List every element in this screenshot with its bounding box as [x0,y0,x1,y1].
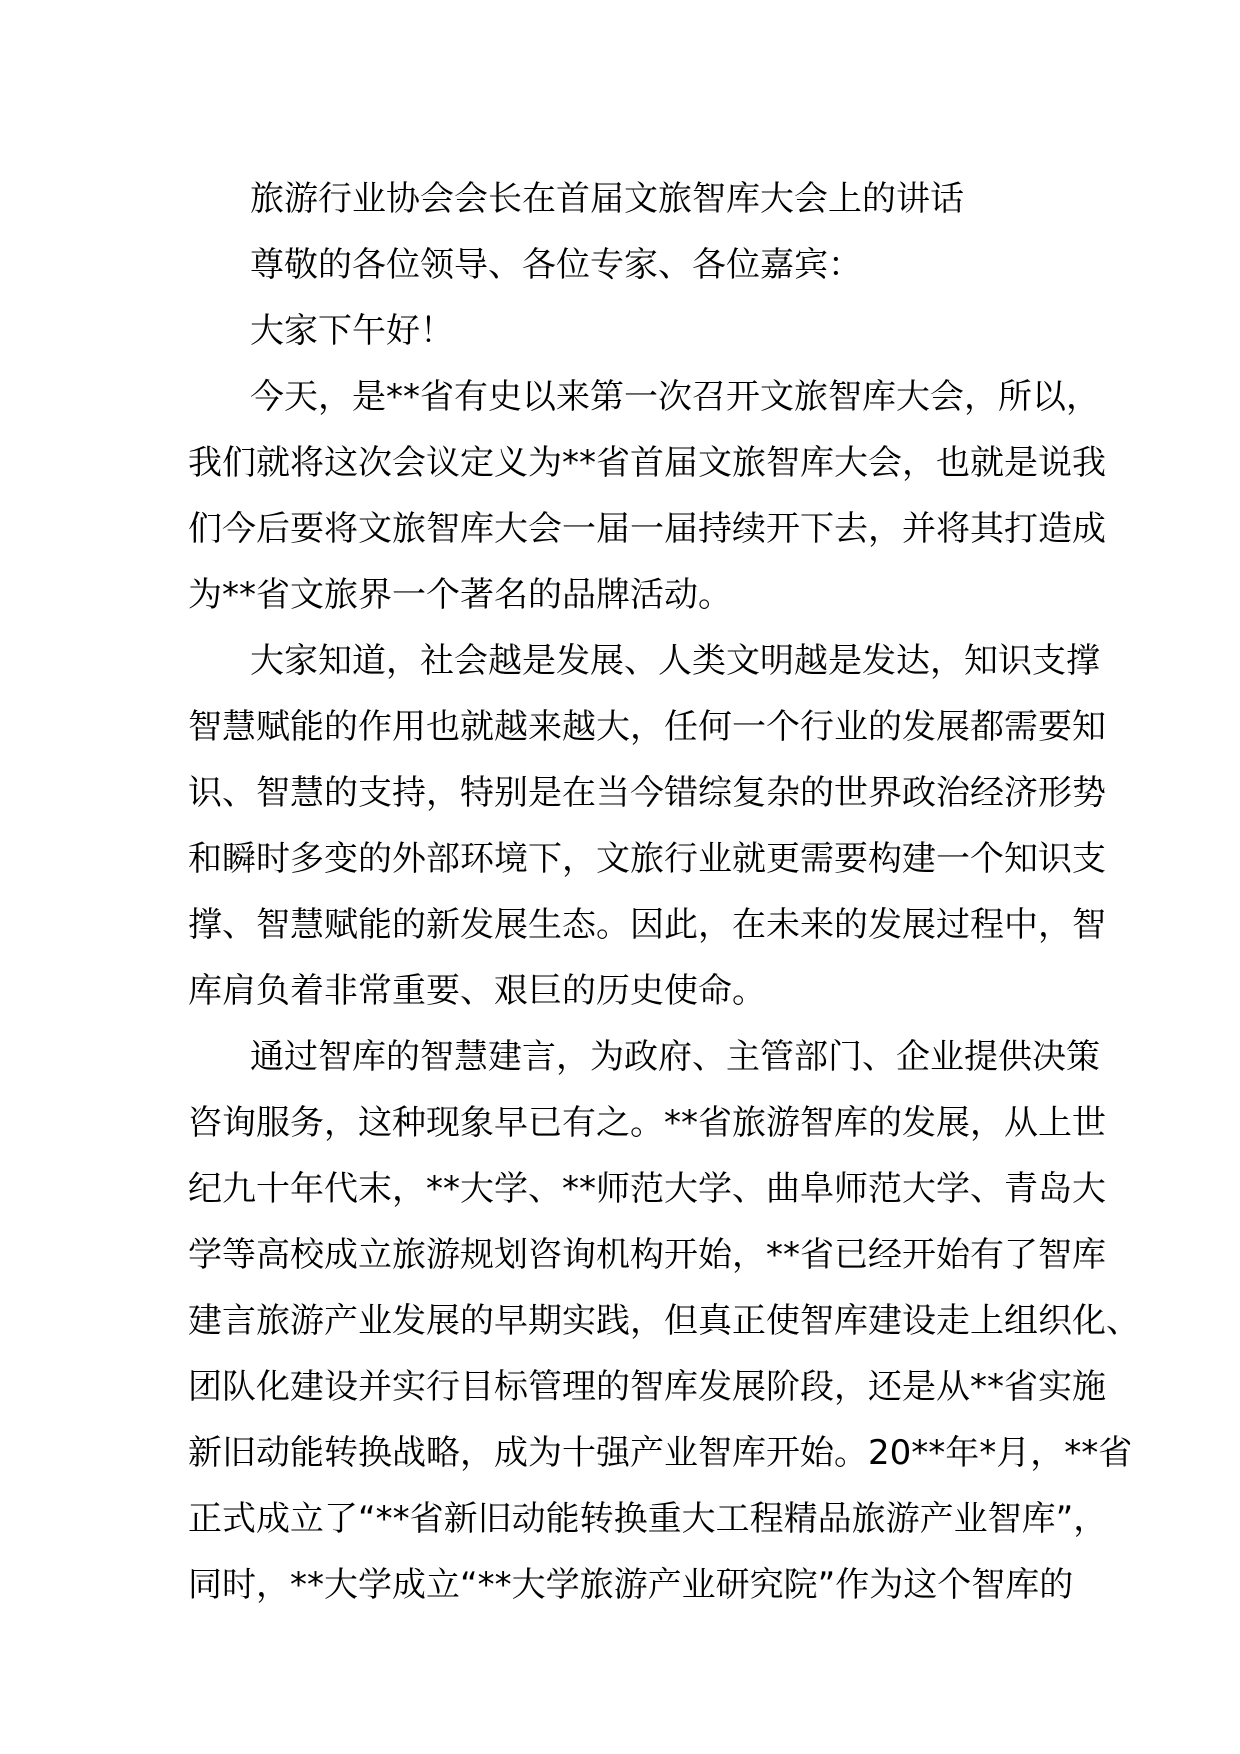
document-page [188,166,1140,1618]
document-title: 旅游行业协会会长在首届文旅智库大会上的讲话 [250,179,964,219]
paragraph-line: 为**省文旅界一个著名的品牌活动。 [188,575,732,615]
paragraph-line: 今天，是**省有史以来第一次召开文旅智库大会，所以， [250,377,1100,417]
paragraph-line: 通过智库的智慧建言，为政府、主管部门、企业提供决策 [250,1037,1100,1077]
paragraph-line: 同时，**大学成立“**大学旅游产业研究院”作为这个智库的 [188,1565,1074,1605]
salutation: 尊敬的各位领导、各位专家、各位嘉宾： [250,245,862,285]
paragraph-line: 和瞬时多变的外部环境下，文旅行业就更需要构建一个知识支 [188,839,1106,879]
paragraph-2 [188,628,1106,1024]
greeting: 大家下午好！ [250,311,454,351]
paragraph-3 [188,1024,1140,1618]
paragraph-line: 大家知道，社会越是发展、人类文明越是发达，知识支撑 [250,641,1100,681]
paragraph-line: 撑、智慧赋能的新发展生态。因此，在未来的发展过程中，智 [188,905,1106,945]
paragraph-line: 我们就将这次会议定义为**省首届文旅智库大会，也就是说我 [188,443,1106,483]
paragraph-line: 学等高校成立旅游规划咨询机构开始，**省已经开始有了智库 [188,1235,1106,1275]
paragraph-line: 建言旅游产业发展的早期实践，但真正使智库建设走上组织化、 [188,1301,1140,1341]
paragraph-line: 纪九十年代末，**大学、**师范大学、曲阜师范大学、青岛大 [188,1169,1106,1209]
paragraph-line: 库肩负着非常重要、艰巨的历史使命。 [188,971,766,1011]
paragraph-line: 咨询服务，这种现象早已有之。**省旅游智库的发展，从上世 [188,1103,1106,1143]
paragraph-line: 团队化建设并实行目标管理的智库发展阶段，还是从**省实施 [188,1367,1106,1407]
paragraph-line: 智慧赋能的作用也就越来越大，任何一个行业的发展都需要知 [188,707,1106,747]
paragraph-line: 新旧动能转换战略，成为十强产业智库开始。20**年*月，**省 [188,1433,1133,1473]
paragraph-line: 们今后要将文旅智库大会一届一届持续开下去，并将其打造成 [188,509,1106,549]
paragraph-1 [188,364,1106,628]
paragraph-line: 识、智慧的支持，特别是在当今错综复杂的世界政治经济形势 [188,773,1106,813]
paragraph-line: 正式成立了“**省新旧动能转换重大工程精品旅游产业智库”， [188,1499,1108,1539]
